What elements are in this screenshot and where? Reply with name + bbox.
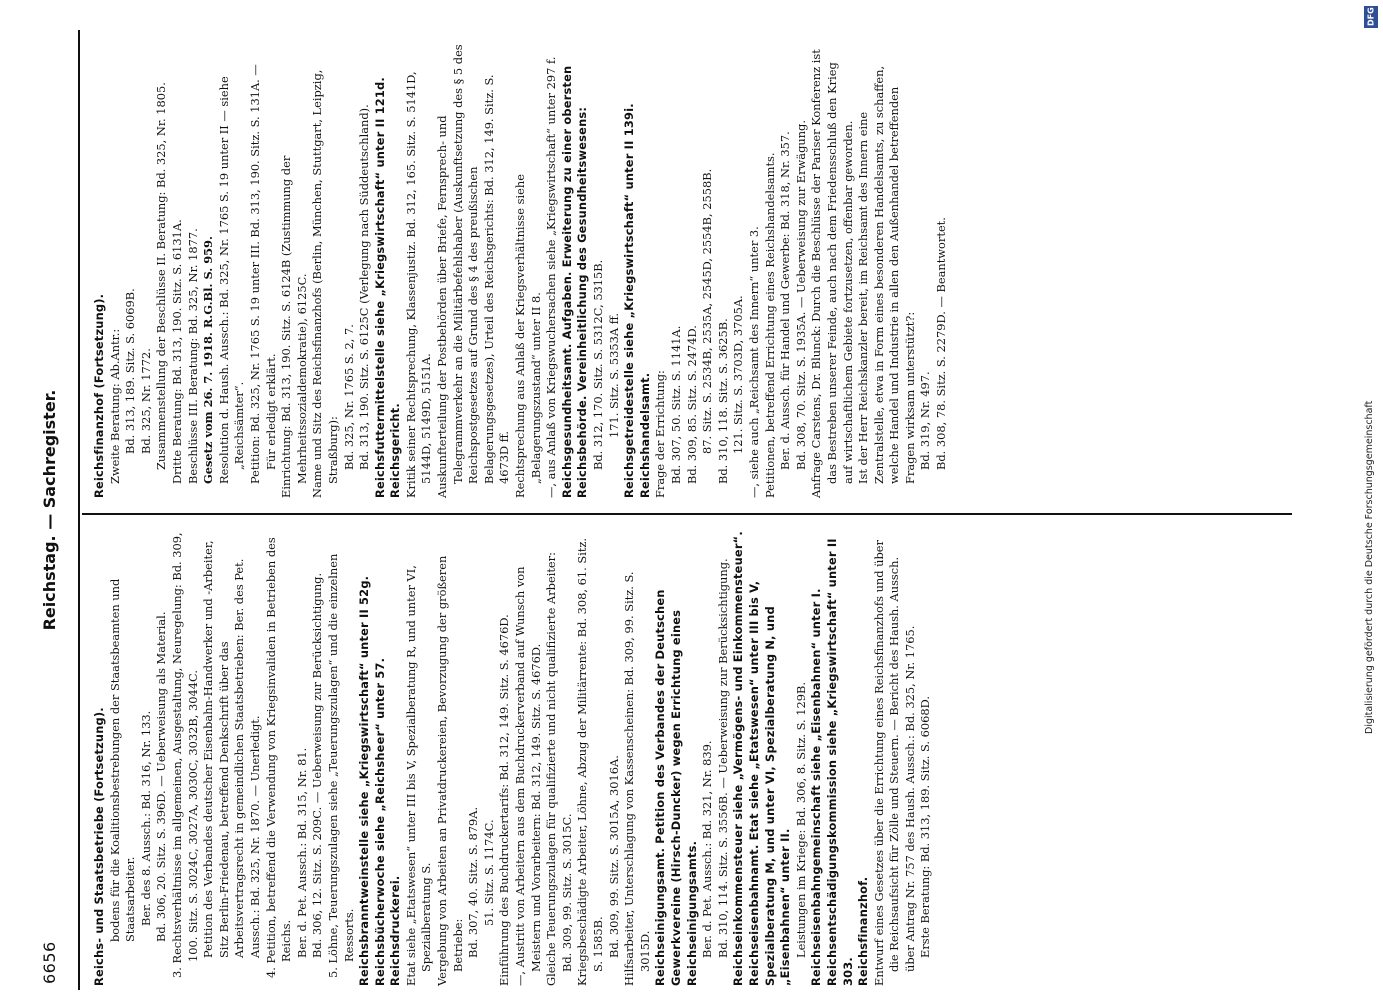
index-line: Resolution d. Haush. Aussch.: Bd. 325, Nr. 1765 S. 19 unter II — siehe „Reichsämter“. — [216, 76, 247, 484]
index-line: bodens für die Koalitionsbestrebungen der Staatsbeamten und Staatsarbeiter. — [107, 578, 138, 942]
page-number: 6656 — [40, 941, 59, 984]
index-line: Bd. 306, 20. Sitz. S. 396D. — Ueberweisung als Material. — [154, 611, 169, 942]
index-heading: Reichsentschädigungskommission siehe „Kriegswirtschaft“ unter II 303. — [824, 538, 855, 986]
index-line: —, siehe auch „Reichsamt des Innern“ unter 3. — [746, 226, 761, 498]
index-line: Ist der Herr Reichskanzler bereit, im Reichsamt des Innern eine Zentralstelle, etwa in Form eines besonderen Handelsamts, zu schaffen, welche Handel und Industrie in allen den Außenhandel betreffenden Fragen wirksam unterstützt?: — [856, 65, 917, 484]
index-line: 121. Sitz. S. 3703D, 3705A. — [731, 295, 746, 454]
index-heading: Reichsfuttermittelstelle siehe „Kriegswirtschaft“ unter II 121d. — [372, 77, 387, 498]
index-line: 5. Löhne, Teuerungszulagen siehe „Teuerungszulagen“ und die einzelnen Ressorts. — [325, 553, 356, 978]
dfg-logo: DFG — [1364, 6, 1378, 28]
index-line: Einrichtung: Bd. 313, 190. Sitz. S. 6124B (Zustimmung der Mehrheitssozialdemokratie), 6125C. — [279, 155, 309, 498]
index-line: Bd. 325, Nr. 1765 S. 2, 7. — [341, 324, 356, 470]
index-line: 51. Sitz. S. 1174C. — [481, 819, 496, 926]
index-line: Erste Beratung: Bd. 313, 189. Sitz. S. 6068D. — [918, 695, 933, 958]
index-line: Bd. 325, Nr. 1772. — [138, 348, 153, 454]
index-heading: Reichseinkommensteuer siehe „Vermögens- und Einkommensteuer“. — [731, 531, 746, 986]
index-heading: Reichseisenbahngemeinschaft siehe „Eisenbahnen“ unter I. — [809, 588, 824, 986]
index-line: Entwurf eines Gesetzes über die Errichtung eines Reichsfinanzhofs und über die Reichsaufsicht für Zölle und Steuern. — Bericht des Haush. Aussch. über Antrag Nr. 757 des Haush. Aussch.: Bd. 325, Nr. 1765. — [871, 540, 917, 986]
index-line: Kriegsbeschädigte Arbeiter, Löhne, Abzug der Militärrente: Bd. 308, 61. Sitz. S. 1585B. — [575, 537, 605, 986]
index-heading: Reichsdruckerei. — [388, 875, 403, 986]
index-heading: Reichsgetreidestelle siehe „Kriegswirtschaft“ unter II 139i. — [622, 103, 637, 498]
index-line: 171. Sitz. S. 5353A ff. — [606, 312, 621, 438]
index-line: Petition des Verbandes deutscher Eisenbahn-Handwerker und -Arbeiter, Sitz Berlin-Friedenau, betreffend Denkschrift über das Arbeitsvertragsrecht in gemeindlichen Staatsbetrieben: Ber. des Pet. Aussch.: Bd. 325, Nr. 1870. — Unerledigt. — [201, 540, 262, 958]
index-line: Bd. 308, 78. Sitz. S. 2279D. — Beantwortet. — [934, 217, 949, 470]
index-line: Name und Sitz des Reichsfinanzhofs (Berlin, München, Stuttgart, Leipzig, Straßburg): — [310, 69, 340, 498]
index-line: 4. Petition, betreffend die Verwendung von Kriegsinvaliden in Betrieben des Reichs. — [263, 537, 294, 978]
rotated-page — [18, 30, 1348, 990]
index-line: Ber. d. Pet. Aussch.: Bd. 321, Nr. 839. — [700, 740, 715, 958]
index-line: Leistungen im Kriege: Bd. 306, 8. Sitz. S. 129B. — [793, 682, 808, 958]
index-line: Etat siehe „Etatswesen“ unter III bis V, Spezialberatung R, und unter VI, Spezialberatung S. — [403, 565, 434, 986]
index-heading: Reichsfinanzhof. — [856, 876, 871, 986]
index-line: Bd. 310, 118. Sitz. S. 3625B. — [715, 318, 730, 484]
column-divider — [82, 514, 1292, 516]
index-line: Bd. 313, 190. Sitz. S. 6125C (Verlegung nach Süddeutschland). — [357, 104, 372, 470]
index-line: Petitionen, betreffend Errichtung eines Reichshandelsamts. — [762, 152, 777, 498]
index-heading: Reichsbranntweinstelle siehe „Kriegswirtschaft“ unter II 52g. — [357, 575, 372, 986]
index-line: Bd. 307, 40. Sitz. S. 879A. — [466, 806, 481, 958]
index-line: Bd. 313, 189. Sitz. S. 6069B. — [123, 288, 138, 454]
index-line: Anfrage Carstens, Dr. Blunck: Durch die Beschlüsse der Pariser Konferenz ist das Bestreben unserer Feinde, auch nach dem Friedensschluß den Krieg auf wirtschaftlichem Gebiete fortzusetzen, offenbar geworden. — [809, 49, 855, 498]
right-column — [92, 43, 950, 498]
index-line: Ber. des 8. Aussch.: Bd. 316, Nr. 133. — [138, 710, 153, 926]
index-heading: Reichseinigungsamt. Petition des Verbandes der Deutschen Gewerkvereine (Hirsch-Duncker) wegen Errichtung eines Reichseinigungsamts. — [653, 589, 699, 986]
index-line: Ber. d. Aussch. für Handel und Gewerbe: Bd. 318, Nr. 357. — [778, 131, 793, 470]
index-line: Hilfsarbeiter, Unterschlagung von Kassenscheinen: Bd. 309, 99. Sitz. S. 3015D. — [622, 571, 652, 986]
running-head: Reichstag. — Sachregister. — [40, 389, 59, 631]
index-line: —, Austritt von Arbeitern aus dem Buchdruckerverband auf Wunsch von Meistern und Vorarbeitern: Bd. 312, 149. Sitz. S. 4676D. — [513, 566, 543, 986]
index-heading: Reichsgesundheitsamt. Aufgaben. Erweiterung zu einer obersten Reichsbehörde. Vereinheitlichung des Gesundheitswesens: — [559, 65, 590, 498]
page-header — [36, 30, 66, 990]
index-line: Bd. 306, 12. Sitz. S. 209C. — Ueberweisung zur Berücksichtigung. — [310, 572, 325, 958]
index-line: Dritte Beratung: Bd. 313, 190. Sitz. S. 6131A. — [169, 219, 184, 484]
index-heading: Reichsbücherwoche siehe „Reichsheer“ unter 57. — [372, 657, 387, 986]
index-line: Zweite Beratung: Ab.Antr.: — [107, 328, 122, 484]
index-line: Bd. 308, 70. Sitz. S. 1935A. — Ueberweisung zur Erwägung. — [793, 120, 808, 470]
index-line: Bd. 319, Nr. 497. — [918, 371, 933, 470]
index-line: Zusammenstellung der Beschlüsse II. Beratung: Bd. 325, Nr. 1805. — [154, 82, 169, 470]
index-line: Bd. 309, 99. Sitz. S. 3015A, 3016A. — [606, 755, 621, 958]
index-line: Bd. 309, 85. Sitz. S. 2474D. — [684, 325, 699, 484]
index-line: Petition: Bd. 325, Nr. 1765 S. 19 unter III. Bd. 313, 190. Sitz. S. 131A. — Für erledigt erklärt. — [247, 64, 278, 484]
index-line: Gleiche Teuerungszulagen für qualifizierte und nicht qualifizierte Arbeiter: Bd. 309, 99. Sitz. S. 3015C. — [544, 552, 574, 986]
index-line: Gesetz vom 26. 7. 1918. R.G.Bl. S. 959. — [201, 236, 216, 484]
index-line: Bd. 312, 170. Sitz. S. 5312C, 5315B. — [591, 259, 605, 470]
index-line: Bd. 310, 114. Sitz. S. 3556B. — Ueberweisung zur Berücksichtigung. — [715, 558, 730, 958]
index-line: Frage der Errichtung: — [653, 370, 668, 498]
index-line: 3. Rechtsverhältnisse im allgemeinen, Ausgestaltung, Neuregelung: Bd. 309, 100. Sitz. S. 3024C, 3027A, 3030C, 3032B, 3044C. — [169, 532, 200, 978]
index-line: Auskunfterteilung der Postbehörden über Briefe, Fernsprech- und Telegrammverkehr an die Militärbefehlshaber (Auskunftsetzung des § 5 des Reichspostgesetzes auf Grund des § 4 des preußischen Belagerungsgesetzes), Urteil des Reichsgerichts: Bd. 312, 149. Sitz. S. 4673D ff. — [435, 44, 512, 498]
index-line: —, aus Anlaß von Kriegswuchersachen siehe „Kriegswirtschaft“ unter 297 f. — [544, 56, 559, 498]
index-line: 87. Sitz. S. 2534B, 2535A, 2545D, 2554B, 2558B. — [700, 168, 715, 454]
index-line: Kritik seiner Rechtsprechung, Klassenjustiz. Bd. 312, 165. Sitz. S. 5141D, 5144D, 5149D, 5151A. — [403, 71, 434, 498]
left-column — [92, 531, 934, 986]
index-heading: Reichshandelsamt. — [637, 372, 652, 498]
header-rule — [78, 30, 80, 990]
index-line: Ber. d. Pet. Aussch.: Bd. 315, Nr. 81. — [294, 747, 309, 958]
index-line: Einführung des Buchdruckertarifs: Bd. 312, 149. Sitz. S. 4676D. — [497, 614, 512, 986]
digitization-credit: Digitalisierung gefördert durch die Deutsche Forschungsgemeinschaft — [1364, 400, 1375, 734]
index-line: Bd. 307, 50. Sitz. S. 1141A. — [668, 325, 683, 484]
index-line: Beschlüsse III. Beratung: Bd. 325, Nr. 1877. — [185, 228, 200, 484]
index-line: Vergebung von Arbeiten an Privatdruckereien, Bevorzugung der größeren Betriebe: — [435, 555, 465, 986]
index-line: Rechtsprechung aus Anlaß der Kriegsverhältnisse siehe „Belagerungszustand“ unter II 8. — [513, 174, 543, 498]
index-heading: Reichs- und Staatsbetriebe (Fortsetzung). — [92, 707, 106, 986]
index-heading: Reichseisenbahnamt. Etat siehe „Etatswesen“ unter III bis V, Spezialberatung M, und unter VI, Spezialberatung N, und „Eisenbahnen“ unter II. — [746, 580, 793, 986]
index-heading: Reichsgericht. — [388, 403, 403, 498]
index-heading: Reichsfinanzhof (Fortsetzung). — [92, 293, 106, 498]
